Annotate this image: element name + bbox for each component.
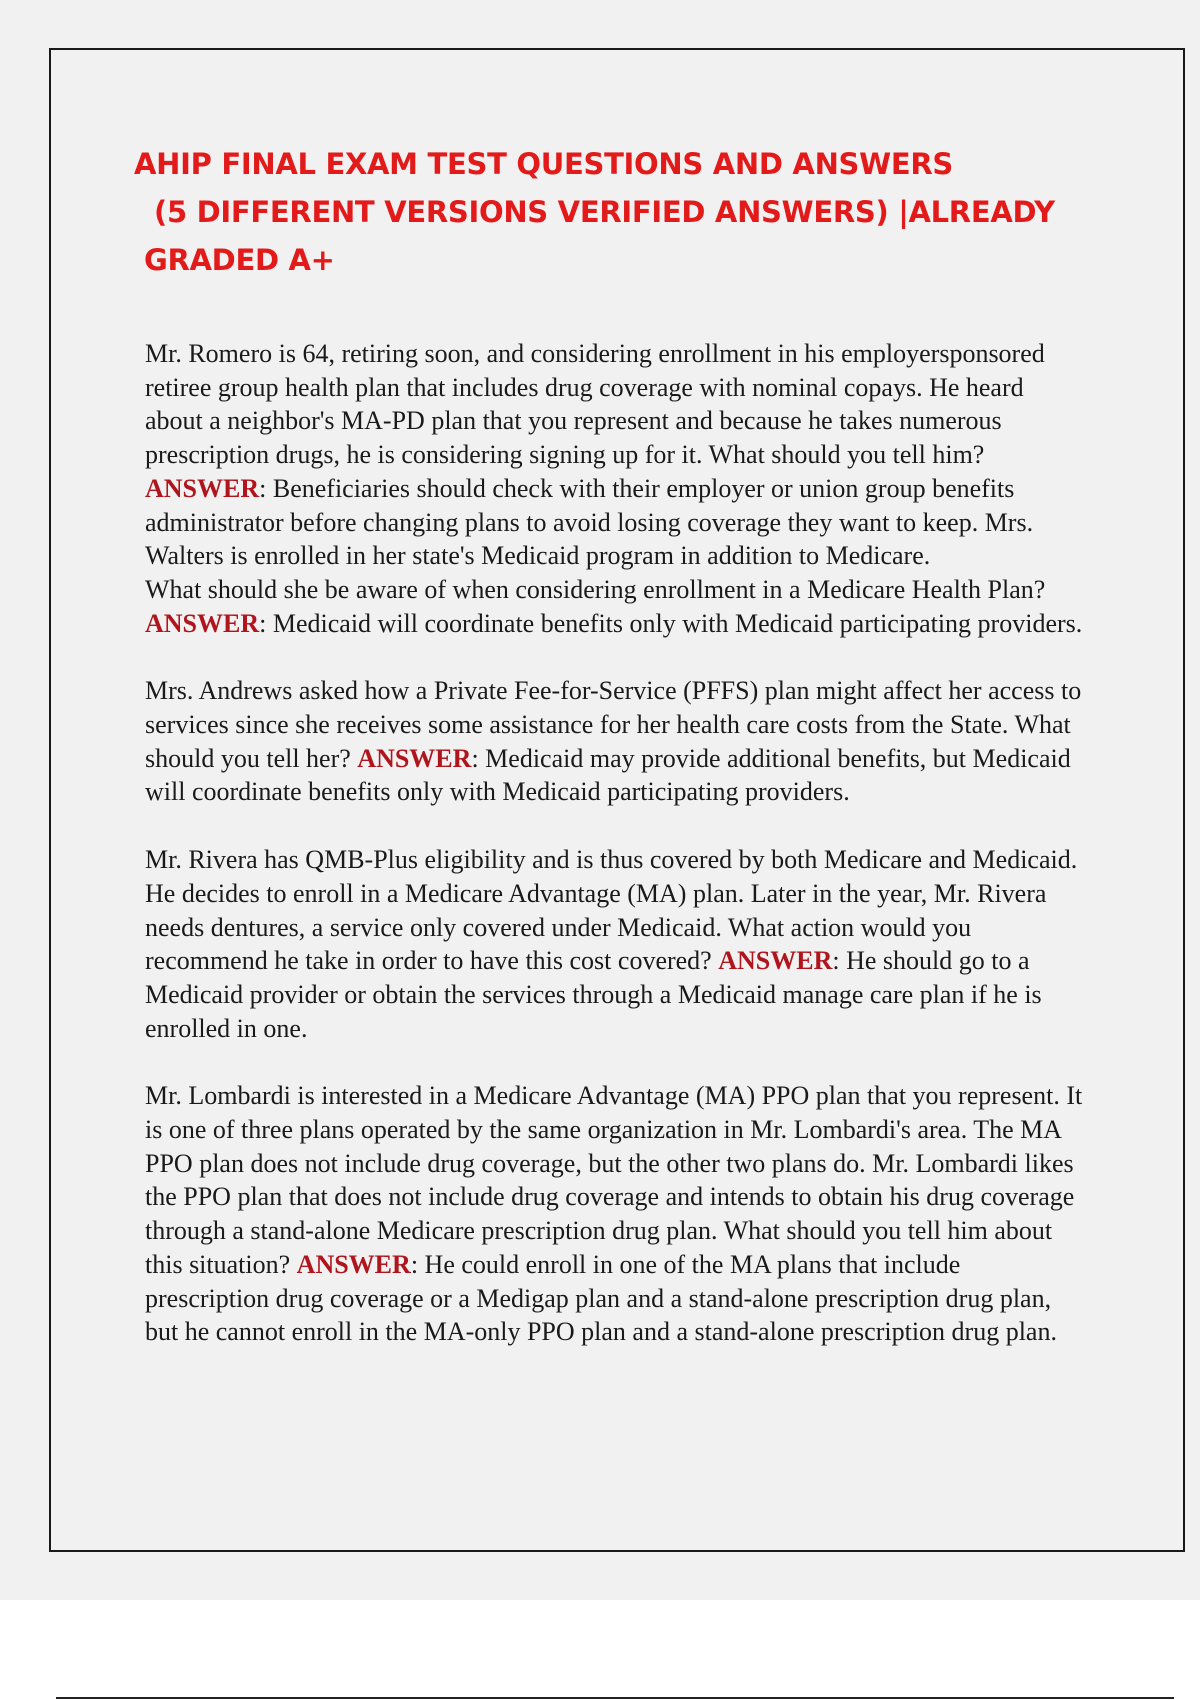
paragraph-gap	[145, 1045, 1085, 1079]
qa-paragraph-1	[145, 337, 1085, 573]
answer-text: : He could enroll in one of the MA plans that include prescription drug coverage or a Medigap plan and a stand-alone prescription drug plan, but he cannot enroll in the MA-only PPO plan and a stand-alone prescription drug plan.	[145, 1249, 1057, 1347]
qa-paragraph-5	[145, 1079, 1085, 1349]
title-line-2: (5 DIFFERENT VERSIONS VERIFIED ANSWERS) |ALREADY	[154, 195, 1055, 229]
answer-text: : Medicaid will coordinate benefits only with Medicaid participating providers.	[259, 608, 1083, 638]
answer-text: : He should go to a Medicaid provider or obtain the services through a Medicaid manage care plan if he is enrolled in one.	[145, 946, 1042, 1043]
qa-paragraph-4	[145, 843, 1085, 1045]
document-title	[134, 140, 1094, 284]
answer-label: ANSWER	[145, 473, 260, 503]
answer-text: : Beneficiaries should check with their employer or union group benefits administrator before changing plans to avoid losing coverage they want to keep. Mrs. Walters is enrolled in her state's Medicaid program in addition to Medicare.	[145, 473, 1034, 571]
question-text: Mr. Lombardi is interested in a Medicare Advantage (MA) PPO plan that you represent. It is one of three plans operated by the same organization in Mr. Lombardi's area. The MA PPO plan does not include drug coverage, but the other two plans do. Mr. Lombardi likes the PPO plan that does not include drug coverage and intends to obtain his drug coverage through a stand-alone Medicare prescription drug plan. What should you tell him about this situation?	[145, 1081, 1083, 1279]
question-text: What should she be aware of when considering enrollment in a Medicare Health Plan?	[145, 574, 1046, 604]
document-body	[145, 337, 1085, 1349]
qa-paragraph-2	[145, 573, 1085, 640]
answer-label: ANSWER	[296, 1249, 411, 1279]
answer-text: : Medicaid may provide additional benefits, but Medicaid will coordinate benefits only with Medicaid participating providers.	[145, 743, 1071, 807]
title-line-1: AHIP FINAL EXAM TEST QUESTIONS AND ANSWERS	[134, 147, 953, 181]
question-text: Mrs. Andrews asked how a Private Fee-for-Service (PFFS) plan might affect her access to services since she receives some assistance for her health care costs from the State. What should you tell her?	[145, 676, 1082, 773]
title-line-3: GRADED A+	[144, 243, 335, 277]
answer-label: ANSWER	[357, 743, 472, 773]
qa-paragraph-3	[145, 674, 1085, 809]
paragraph-gap	[145, 809, 1085, 843]
answer-label: ANSWER	[718, 946, 833, 976]
question-text: Mr. Romero is 64, retiring soon, and considering enrollment in his employersponsored retiree group health plan that includes drug coverage with nominal copays. He heard about a neighbor's MA-PD plan that you represent and because he takes numerous prescription drugs, he is considering signing up for it. What should you tell him?	[145, 339, 1045, 470]
paragraph-gap	[145, 640, 1085, 674]
question-text: Mr. Rivera has QMB-Plus eligibility and is thus covered by both Medicare and Medicaid. He decides to enroll in a Medicare Advantage (MA) plan. Later in the year, Mr. Rivera needs dentures, a service only covered under Medicaid. What action would you recommend he take in order to have this cost covered?	[145, 845, 1078, 976]
next-page-divider	[56, 1697, 1174, 1699]
answer-label: ANSWER	[145, 608, 260, 638]
